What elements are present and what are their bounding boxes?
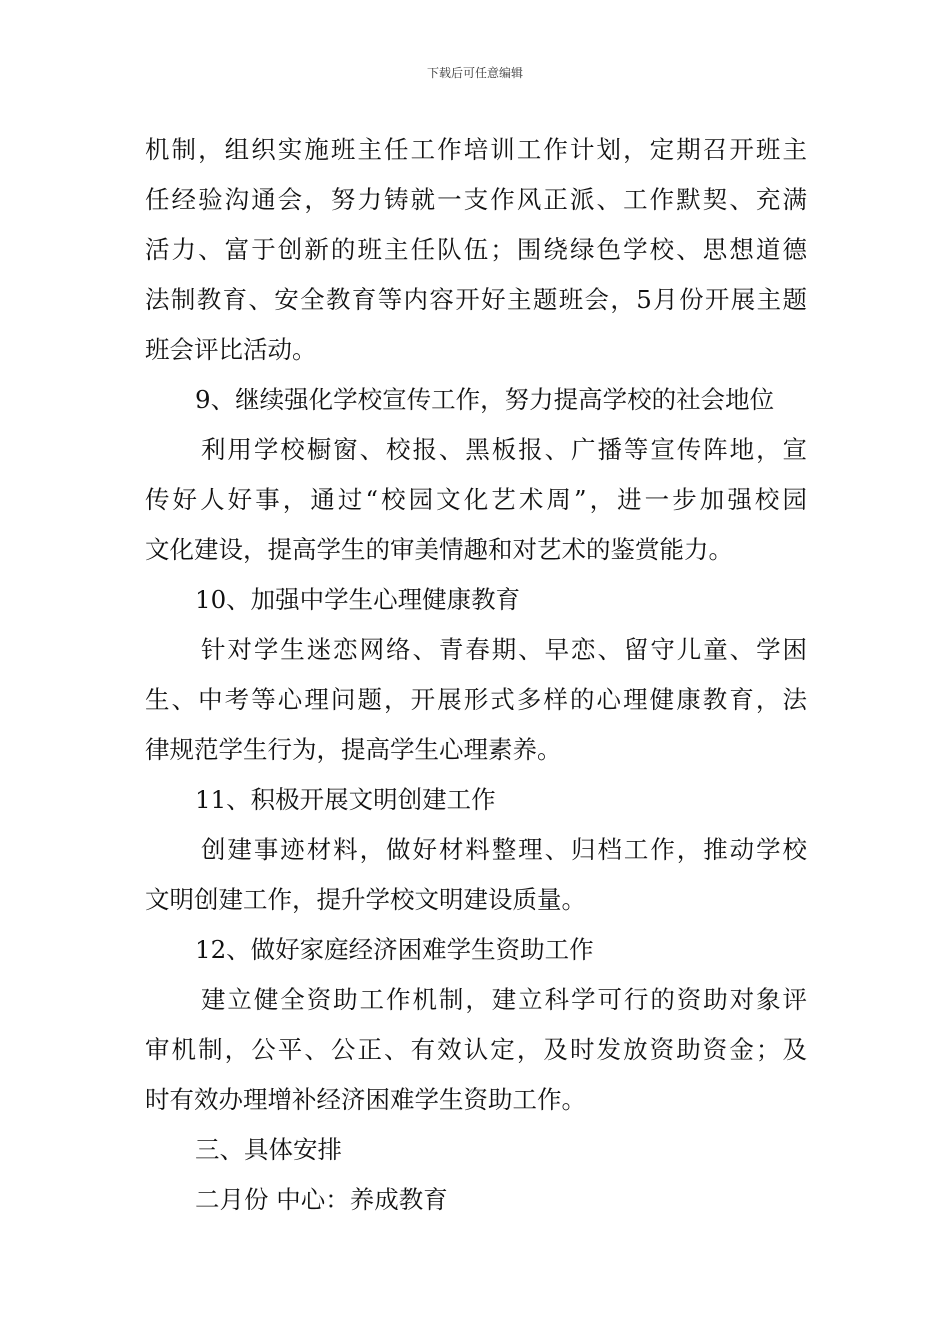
paragraph-line: 文明创建工作，提升学校文明建设质量。	[145, 885, 586, 914]
paragraph-line: 机制，组织实施班主任工作培训工作计划，定期召开班主	[145, 135, 807, 164]
paragraph-line: 文化建设，提高学生的审美情趣和对艺术的鉴赏能力。	[145, 535, 733, 564]
paragraph-line: 律规范学生行为，提高学生心理素养。	[145, 735, 562, 764]
paragraph-line: 传好人好事，通过“校园文化艺术周”，进一步加强校园	[145, 485, 807, 514]
paragraph-line: 利用学校橱窗、校报、黑板报、广播等宣传阵地，宣	[201, 435, 807, 464]
paragraph-line: 班会评比活动。	[145, 335, 317, 364]
schedule-heading: 二月份 中心：养成教育	[195, 1185, 448, 1214]
page-header: 下载后可任意编辑	[426, 66, 523, 80]
section-heading: 10、加强中学生心理健康教育	[195, 585, 521, 614]
paragraph-line: 审机制，公平、公正、有效认定，及时发放资助资金；及	[145, 1035, 807, 1064]
paragraph-line: 法制教育、安全教育等内容开好主题班会，5月份开展主题	[145, 285, 807, 314]
section-heading: 11、积极开展文明创建工作	[195, 785, 496, 814]
paragraph-line: 生、中考等心理问题，开展形式多样的心理健康教育，法	[145, 685, 807, 714]
paragraph-line: 建立健全资助工作机制，建立科学可行的资助对象评	[201, 985, 807, 1014]
paragraph-line: 时有效办理增补经济困难学生资助工作。	[145, 1085, 586, 1114]
paragraph-line: 针对学生迷恋网络、青春期、早恋、留守儿童、学困	[201, 635, 807, 664]
section-heading: 9、继续强化学校宣传工作，努力提高学校的社会地位	[195, 385, 775, 414]
paragraph-line: 创建事迹材料，做好材料整理、归档工作，推动学校	[201, 835, 807, 864]
document-body	[145, 125, 807, 1225]
paragraph-line: 任经验沟通会，努力铸就一支作风正派、工作默契、充满	[145, 185, 807, 214]
section-heading: 三、具体安排	[195, 1135, 342, 1164]
paragraph-line: 活力、富于创新的班主任队伍；围绕绿色学校、思想道德	[145, 235, 807, 264]
section-heading: 12、做好家庭经济困难学生资助工作	[195, 935, 594, 964]
